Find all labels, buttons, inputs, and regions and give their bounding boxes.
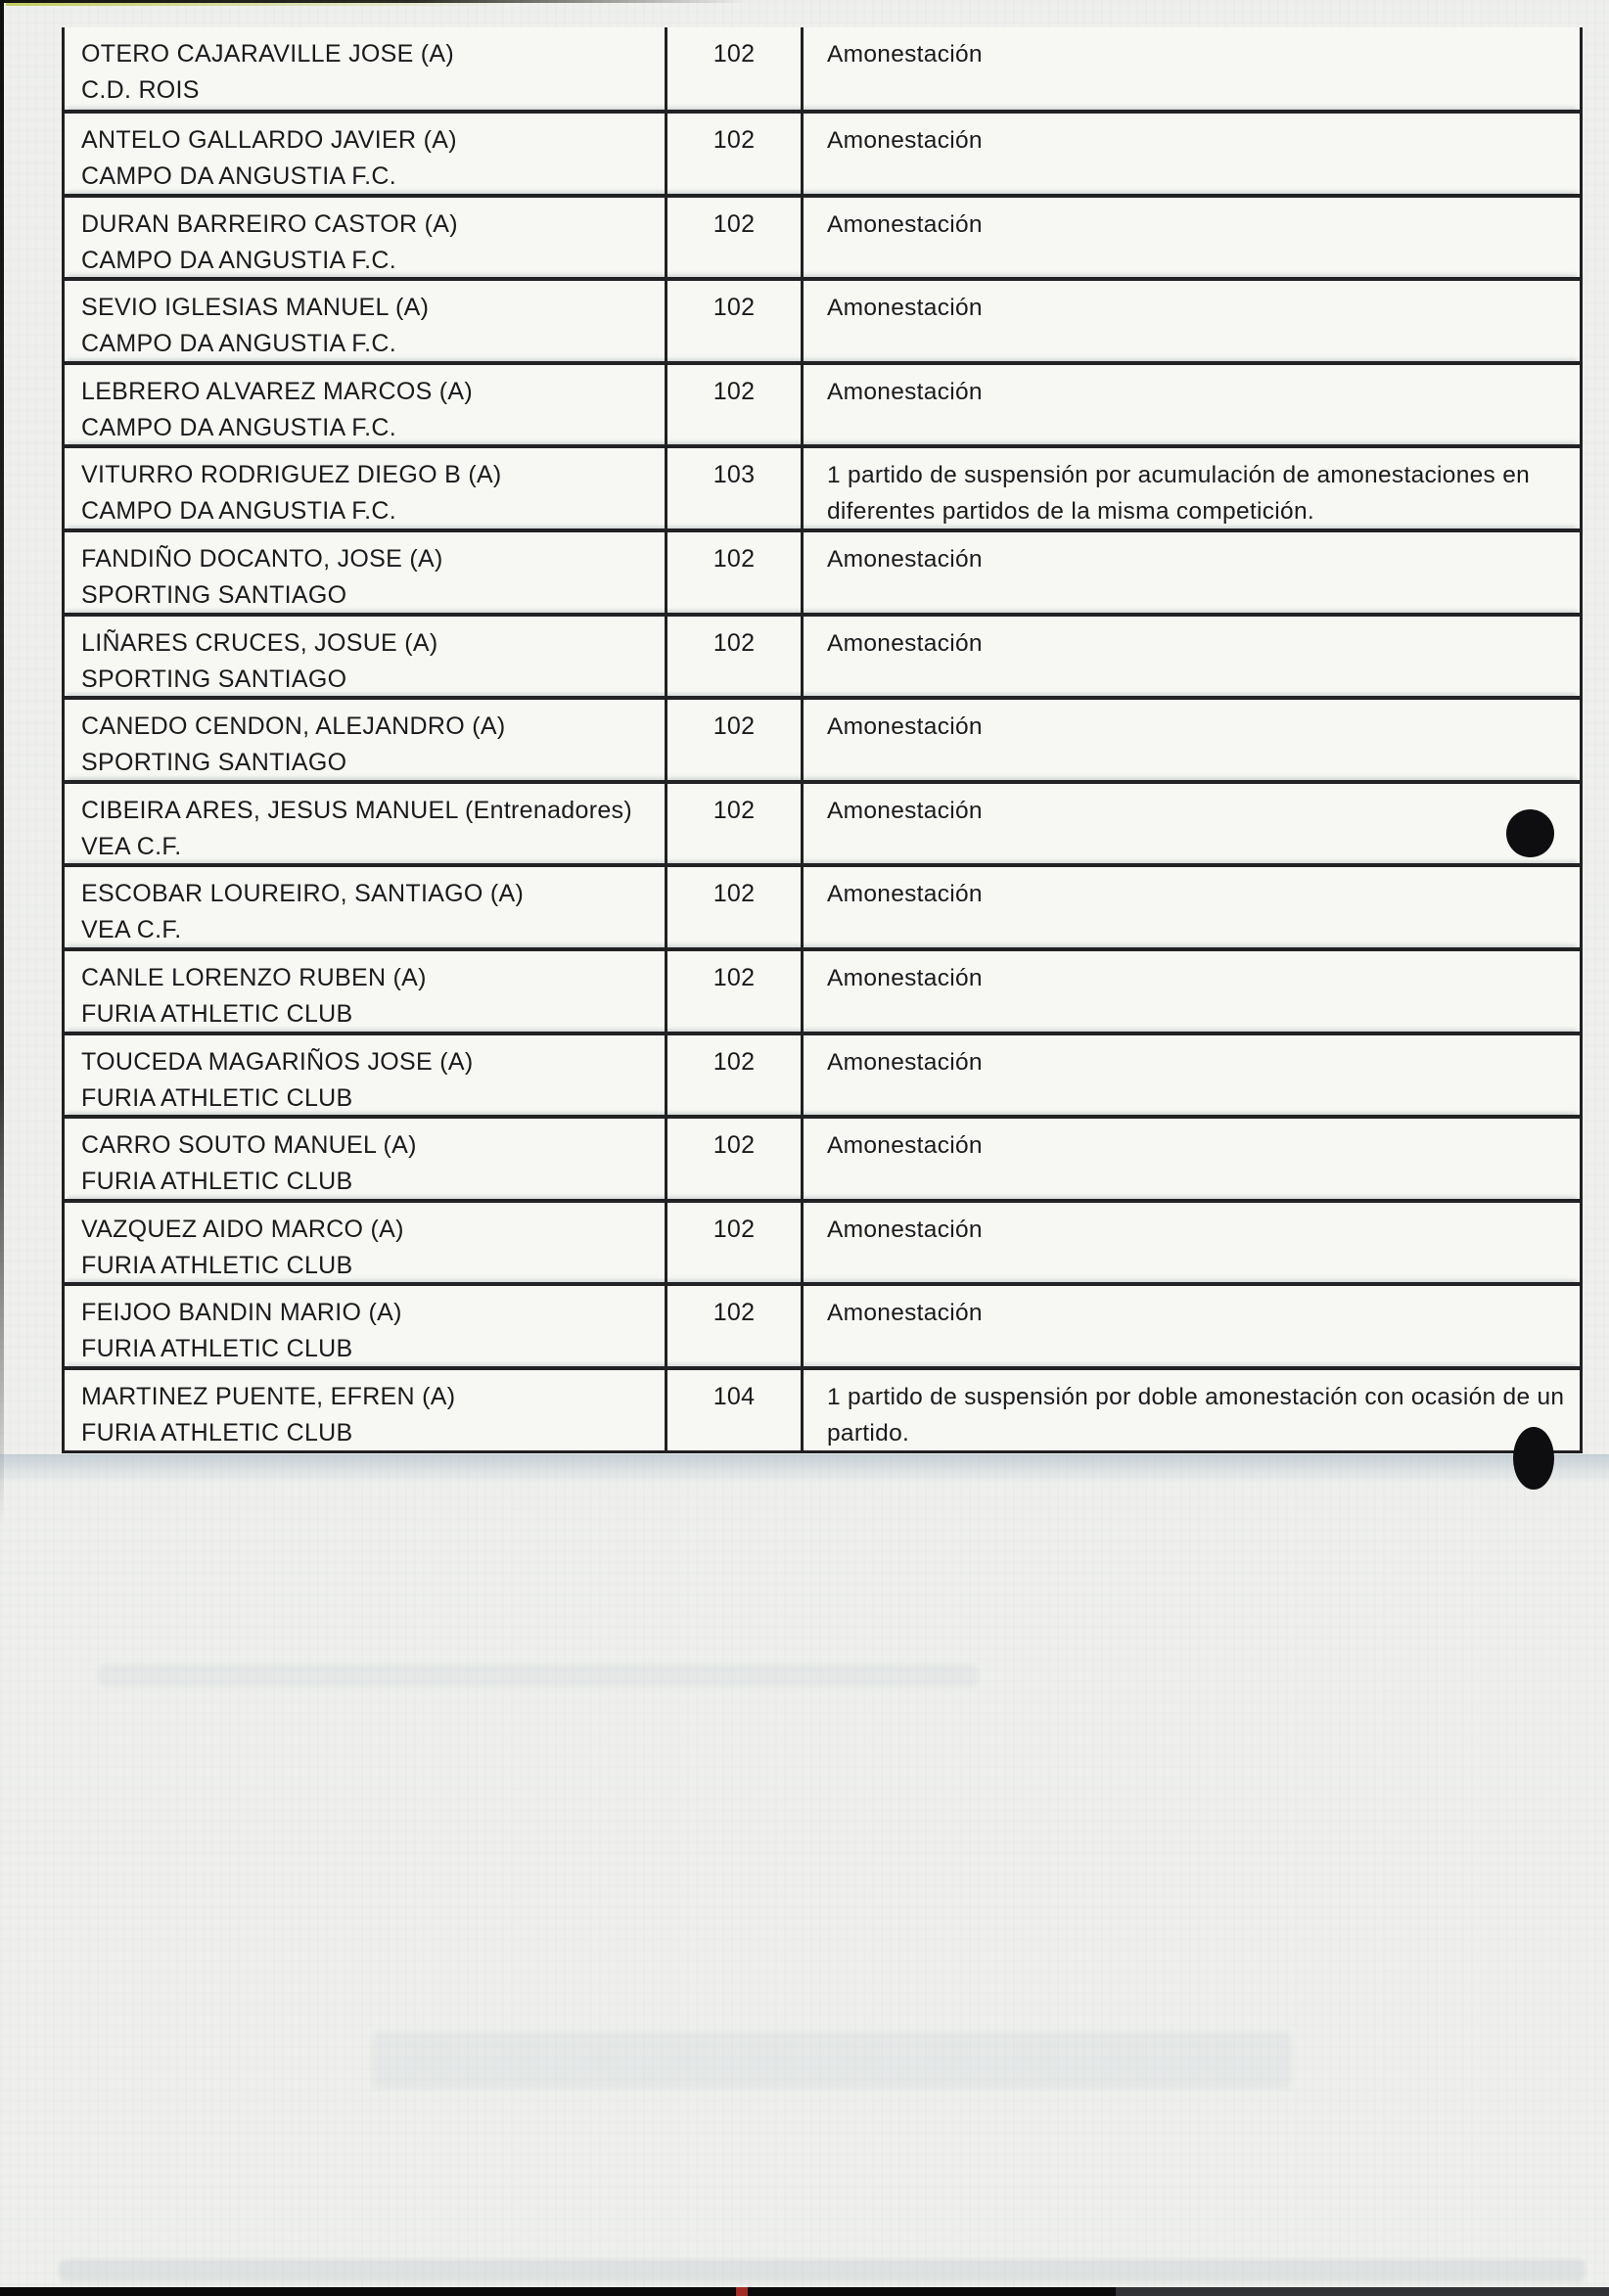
scan-red-mark-artifact	[736, 2287, 748, 2296]
player-club-cell	[65, 198, 667, 278]
player-name: LIÑARES CRUCES, JOSUE (A)	[81, 628, 438, 657]
article-code: 102	[667, 1203, 804, 1283]
table-row	[65, 528, 1580, 613]
table-row	[65, 194, 1580, 278]
club-name: FURIA ATHLETIC CLUB	[81, 1168, 353, 1196]
scan-edge-top-artifact	[0, 0, 744, 3]
sanction-text: Amonestación	[827, 1048, 983, 1076]
bleedthrough-smudge	[59, 2259, 1586, 2282]
table-row	[65, 1115, 1580, 1199]
player-club-cell	[65, 1119, 667, 1199]
player-club-cell	[65, 532, 667, 613]
player-club-cell	[65, 114, 667, 194]
article-code: 102	[667, 27, 804, 110]
club-name: SPORTING SANTIAGO	[81, 749, 347, 777]
club-name: FURIA ATHLETIC CLUB	[81, 1418, 353, 1446]
article-code: 102	[667, 1286, 804, 1366]
sanction-text: Amonestación	[827, 881, 983, 908]
sanction-text: Amonestación	[827, 629, 983, 657]
sanction-text: Amonestación	[827, 545, 983, 573]
article-code: 103	[667, 448, 804, 528]
player-club-cell	[65, 1035, 667, 1116]
club-name: SPORTING SANTIAGO	[81, 580, 347, 609]
club-name: FURIA ATHLETIC CLUB	[81, 1335, 353, 1363]
club-name: CAMPO DA ANGUSTIA F.C.	[81, 246, 396, 274]
player-club-cell	[65, 1286, 667, 1366]
club-name: CAMPO DA ANGUSTIA F.C.	[81, 497, 396, 526]
player-club-cell	[65, 867, 667, 947]
club-name: FURIA ATHLETIC CLUB	[81, 999, 353, 1028]
club-name: CAMPO DA ANGUSTIA F.C.	[81, 330, 396, 358]
scan-edge-bottom-artifact	[1116, 2287, 1609, 2296]
club-name: SPORTING SANTIAGO	[81, 665, 347, 693]
sanction-text: Amonestación	[827, 127, 983, 154]
club-name: FURIA ATHLETIC CLUB	[81, 1251, 353, 1279]
club-name: FURIA ATHLETIC CLUB	[81, 1083, 353, 1112]
sanction-text: 1 partido de suspensión por acumulación de amonestaciones en diferentes partidos de la misma competición.	[827, 462, 1531, 526]
article-code: 102	[667, 365, 804, 445]
table-row	[65, 947, 1580, 1032]
article-code: 102	[667, 700, 804, 780]
article-code: 102	[667, 281, 804, 361]
table-row	[65, 1282, 1580, 1366]
scan-edge-bottom-artifact	[0, 2287, 1609, 2296]
player-name: SEVIO IGLESIAS MANUEL (A)	[81, 294, 430, 322]
player-name: LEBRERO ALVAREZ MARCOS (A)	[81, 377, 474, 405]
player-club-cell	[65, 448, 667, 528]
bleedthrough-smudge	[98, 1664, 979, 1687]
player-club-cell	[65, 1203, 667, 1283]
sanction-text: Amonestación	[827, 797, 983, 824]
player-name: FEIJOO BANDIN MARIO (A)	[81, 1299, 402, 1327]
sanction-text: Amonestación	[827, 378, 983, 405]
player-club-cell	[65, 281, 667, 361]
table-row	[65, 613, 1580, 697]
article-code: 102	[667, 784, 804, 864]
table-row	[65, 1366, 1580, 1450]
bleedthrough-smudge	[372, 2031, 1292, 2089]
player-club-cell	[65, 700, 667, 780]
club-name: CAMPO DA ANGUSTIA F.C.	[81, 413, 396, 441]
player-club-cell	[65, 617, 667, 697]
player-name: VAZQUEZ AIDO MARCO (A)	[81, 1215, 404, 1243]
scan-shadow-band-artifact	[0, 1454, 1609, 1484]
table-row	[65, 863, 1580, 947]
table-row	[65, 110, 1580, 194]
article-code: 102	[667, 951, 804, 1032]
sanctions-table	[62, 27, 1583, 1453]
sanction-text: Amonestación	[827, 1216, 983, 1243]
table-row	[65, 696, 1580, 780]
sanction-text: Amonestación	[827, 210, 983, 238]
sanction-text: Amonestación	[827, 295, 983, 322]
article-code: 102	[667, 867, 804, 947]
table-row	[65, 277, 1580, 361]
article-code: 102	[667, 1119, 804, 1199]
sanction-text: Amonestación	[827, 713, 983, 741]
player-club-cell	[65, 1370, 667, 1450]
player-name: DURAN BARREIRO CASTOR (A)	[81, 209, 458, 238]
scan-edge-green-artifact	[6, 3, 515, 6]
player-club-cell	[65, 365, 667, 445]
player-name: CANEDO CENDON, ALEJANDRO (A)	[81, 712, 506, 741]
player-club-cell	[65, 784, 667, 864]
table-row	[65, 361, 1580, 445]
player-club-cell	[65, 951, 667, 1032]
player-name: ANTELO GALLARDO JAVIER (A)	[81, 126, 457, 154]
scan-edge-left-artifact	[0, 0, 4, 1527]
club-name: VEA C.F.	[81, 916, 182, 944]
club-name: CAMPO DA ANGUSTIA F.C.	[81, 162, 396, 190]
player-name: CARRO SOUTO MANUEL (A)	[81, 1131, 417, 1160]
player-name: FANDIÑO DOCANTO, JOSE (A)	[81, 544, 443, 573]
article-code: 104	[667, 1370, 804, 1450]
sanction-text: Amonestación	[827, 41, 983, 68]
sanction-text: Amonestación	[827, 1132, 983, 1160]
player-name: ESCOBAR LOUREIRO, SANTIAGO (A)	[81, 880, 525, 908]
player-name: VITURRO RODRIGUEZ DIEGO B (A)	[81, 461, 502, 489]
article-code: 102	[667, 532, 804, 613]
player-name: CIBEIRA ARES, JESUS MANUEL (Entrenadores)	[81, 796, 632, 824]
player-name: OTERO CAJARAVILLE JOSE (A)	[81, 40, 455, 68]
player-club-cell	[65, 27, 667, 110]
table-row	[65, 27, 1580, 110]
article-code: 102	[667, 114, 804, 194]
sanction-text: Amonestación	[827, 964, 983, 991]
player-name: TOUCEDA MAGARIÑOS JOSE (A)	[81, 1047, 474, 1076]
table-row	[65, 1199, 1580, 1283]
table-row	[65, 1032, 1580, 1116]
player-name: MARTINEZ PUENTE, EFREN (A)	[81, 1382, 456, 1410]
article-code: 102	[667, 617, 804, 697]
article-code: 102	[667, 1035, 804, 1116]
club-name: VEA C.F.	[81, 832, 182, 860]
sanction-text: Amonestación	[827, 1300, 983, 1327]
table-row	[65, 444, 1580, 528]
table-row	[65, 780, 1580, 864]
article-code: 102	[667, 198, 804, 278]
club-name: C.D. ROIS	[81, 76, 200, 104]
sanction-text: 1 partido de suspensión por doble amonestación con ocasión de un partido.	[827, 1383, 1565, 1446]
player-name: CANLE LORENZO RUBEN (A)	[81, 963, 427, 991]
